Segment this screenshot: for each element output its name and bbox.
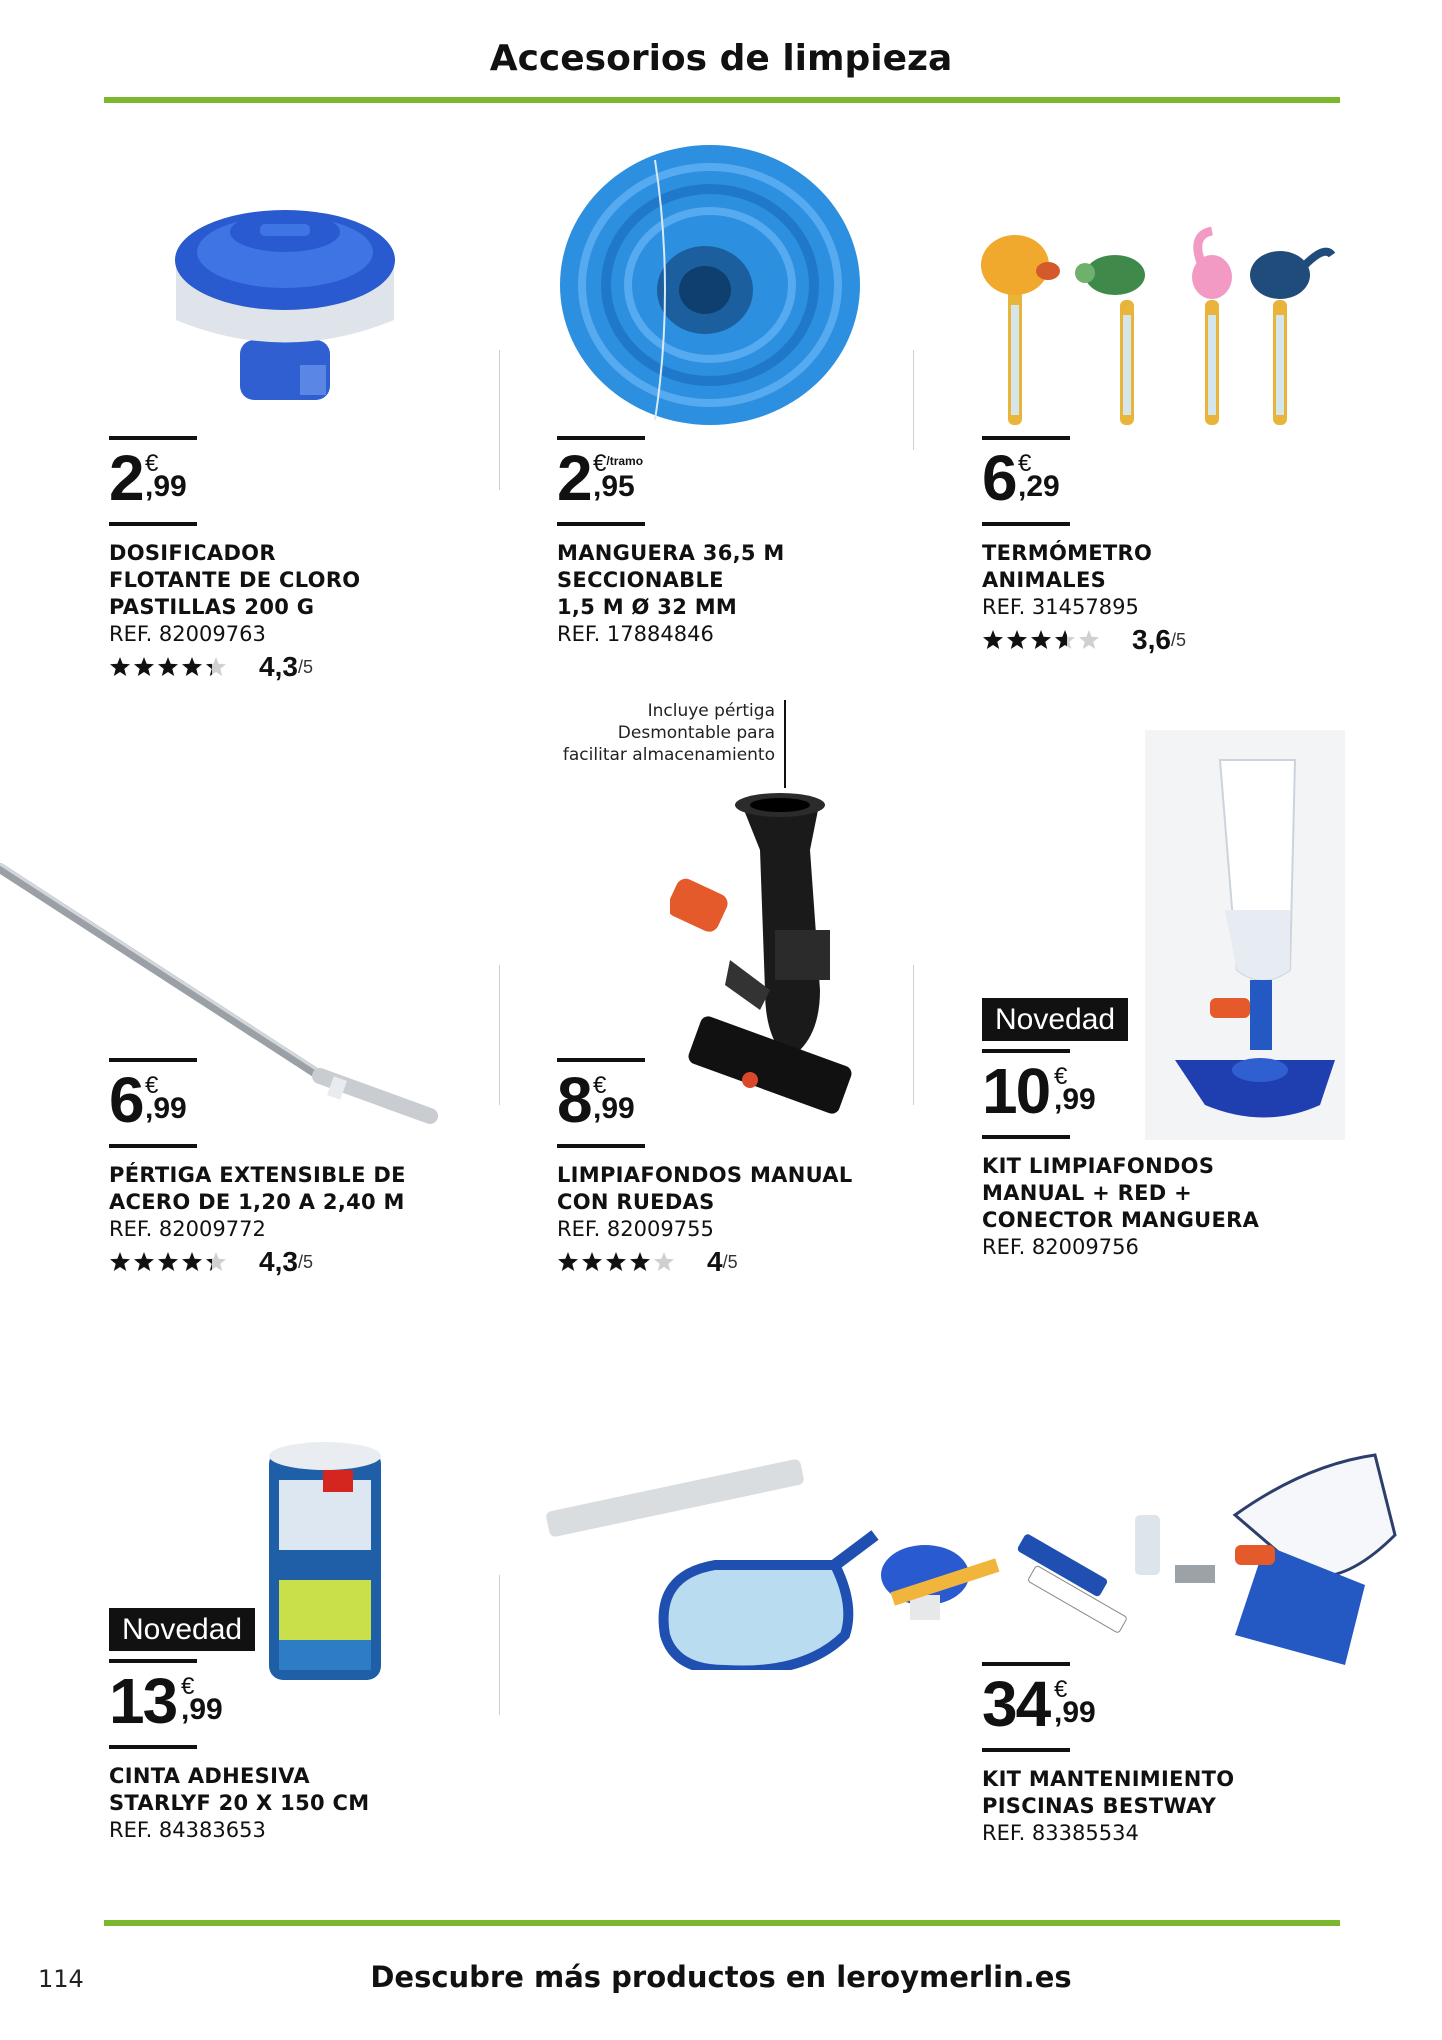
price-decimals: ,99 <box>1054 1083 1096 1116</box>
column-separator <box>913 350 914 450</box>
product-name-line: MANUAL + RED + <box>982 1181 1193 1205</box>
star-icon <box>630 1252 650 1271</box>
column-separator <box>499 965 500 1105</box>
price-suffix <box>1054 1065 1096 1115</box>
rating-scale: /5 <box>722 1251 738 1272</box>
star-icon <box>134 1252 154 1271</box>
price-suffix <box>1054 1678 1096 1728</box>
product-name[interactable] <box>982 1153 1302 1234</box>
star-icon <box>110 657 130 676</box>
product-ref: REF. 31457895 <box>982 595 1139 619</box>
price-integer: 6 <box>109 1064 143 1136</box>
rating <box>109 652 429 682</box>
star-icon <box>110 1252 130 1271</box>
product-name-line: ACERO DE 1,20 A 2,40 M <box>109 1190 405 1214</box>
product-name[interactable] <box>557 1162 877 1216</box>
rating-stars <box>109 656 253 678</box>
pool-hose-image <box>555 140 865 430</box>
product-card[interactable] <box>982 436 1302 655</box>
column-separator <box>499 350 500 490</box>
star-icon <box>158 657 178 676</box>
product-ref: REF. 82009763 <box>109 622 266 646</box>
product-name-line: STARLYF 20 X 150 CM <box>109 1791 370 1815</box>
product-name-line: KIT MANTENIMIENTO <box>982 1767 1235 1791</box>
price-suffix <box>181 1675 223 1725</box>
product-name[interactable] <box>982 540 1302 594</box>
page-number: 114 <box>38 1965 84 1993</box>
price-decimals: ,99 <box>593 1092 635 1125</box>
price-suffix <box>593 1074 635 1124</box>
product-name-line: LIMPIAFONDOS MANUAL <box>557 1163 853 1187</box>
price-bar <box>109 522 197 526</box>
price-bar <box>982 1135 1070 1139</box>
price-decimals: ,29 <box>1018 470 1060 503</box>
star-icon <box>558 1252 578 1271</box>
product-name-line: PÉRTIGA EXTENSIBLE DE <box>109 1163 406 1187</box>
product-name-line: TERMÓMETRO <box>982 541 1153 565</box>
rating <box>982 625 1302 655</box>
animal-thermometers-image <box>980 225 1340 430</box>
price-suffix <box>593 452 643 502</box>
page-title: Accesorios de limpieza <box>489 38 953 79</box>
product-card[interactable] <box>109 1608 429 1844</box>
currency-symbol: € <box>593 1072 607 1099</box>
star-icon <box>1079 630 1099 649</box>
product-ref: REF. 17884846 <box>557 622 714 646</box>
price-decimals: ,95 <box>593 470 635 503</box>
new-badge: Novedad <box>982 998 1128 1041</box>
rating-value: 4 <box>707 1246 723 1277</box>
product-name-line: MANGUERA 36,5 M <box>557 541 785 565</box>
price-bar <box>557 1058 645 1062</box>
currency-symbol: € <box>145 1072 159 1099</box>
footer-link[interactable]: Descubre más productos en leroymerlin.es <box>370 1960 1072 1994</box>
price-bar <box>557 436 645 440</box>
price-suffix <box>145 452 187 502</box>
product-name[interactable] <box>109 1763 429 1817</box>
product-name-line: CONECTOR MANGUERA <box>982 1208 1260 1232</box>
rating-stars <box>557 1251 701 1273</box>
price-unit: /tramo <box>606 454 644 468</box>
currency-symbol: € <box>145 450 159 477</box>
product-name-line: 1,5 M Ø 32 MM <box>557 595 738 619</box>
star-icon <box>206 657 226 676</box>
callout-line-3: facilitar almacenamiento <box>562 745 775 765</box>
product-name-line: KIT LIMPIAFONDOS <box>982 1154 1215 1178</box>
price-bar <box>109 1058 197 1062</box>
rating-scale: /5 <box>1170 629 1186 650</box>
price <box>982 442 1302 520</box>
new-badge: Novedad <box>109 1608 255 1651</box>
price-bar <box>109 1659 197 1663</box>
price-bar <box>557 1144 645 1148</box>
price <box>557 442 877 520</box>
product-ref: REF. 82009755 <box>557 1217 714 1241</box>
price <box>982 1055 1302 1133</box>
price <box>109 442 429 520</box>
star-icon <box>206 1252 226 1271</box>
price <box>982 1668 1302 1746</box>
product-name-line: CON RUEDAS <box>557 1190 715 1214</box>
price-bar <box>109 1144 197 1148</box>
price-bar <box>982 436 1070 440</box>
rating-scale: /5 <box>297 656 313 677</box>
product-card[interactable] <box>557 436 877 648</box>
rating-value: 3,6 <box>1132 624 1171 655</box>
star-icon <box>1031 630 1051 649</box>
price-bar <box>109 1745 197 1749</box>
price-bar <box>982 1049 1070 1053</box>
callout-line-2: Desmontable para <box>617 723 775 743</box>
star-icon <box>134 657 154 676</box>
maintenance-kit-image <box>545 1425 1400 1670</box>
price-integer: 2 <box>557 442 591 514</box>
price-decimals: ,99 <box>145 470 187 503</box>
price-bar <box>109 436 197 440</box>
price-integer: 2 <box>109 442 143 514</box>
price-integer: 10 <box>982 1055 1050 1127</box>
price-bar <box>982 522 1070 526</box>
product-name-line: PASTILLAS 200 G <box>109 595 315 619</box>
price-bar <box>982 1662 1070 1666</box>
star-icon <box>158 1252 178 1271</box>
price-bar <box>557 522 645 526</box>
currency-symbol: € <box>1054 1063 1068 1090</box>
rating <box>557 1247 877 1277</box>
currency-symbol: € <box>1018 450 1032 477</box>
product-name[interactable] <box>109 1162 429 1216</box>
star-icon <box>1007 630 1027 649</box>
price-integer: 8 <box>557 1064 591 1136</box>
star-icon <box>182 1252 202 1271</box>
price-integer: 34 <box>982 1668 1050 1740</box>
product-name[interactable] <box>982 1766 1302 1820</box>
star-icon <box>606 1252 626 1271</box>
callout-line-1: Incluye pértiga <box>647 701 775 721</box>
currency-symbol: € <box>593 450 607 477</box>
star-icon <box>654 1252 674 1271</box>
rating-scale: /5 <box>297 1251 313 1272</box>
callout-pointer <box>784 700 786 788</box>
product-name[interactable] <box>109 540 429 621</box>
product-ref: REF. 84383653 <box>109 1818 266 1842</box>
footer-rule <box>104 1920 1340 1926</box>
product-ref: REF. 82009756 <box>982 1235 1139 1259</box>
product-name[interactable] <box>557 540 877 621</box>
product-name-line: FLOTANTE DE CLORO <box>109 568 361 592</box>
price-suffix <box>1018 452 1060 502</box>
product-card[interactable] <box>557 1058 877 1277</box>
product-ref: REF. 82009772 <box>109 1217 266 1241</box>
star-icon <box>582 1252 602 1271</box>
price <box>109 1665 429 1743</box>
rating-value: 4,3 <box>259 651 298 682</box>
product-card[interactable] <box>109 436 429 682</box>
column-separator <box>499 1575 500 1715</box>
price <box>557 1064 877 1142</box>
product-ref: REF. 83385534 <box>982 1821 1139 1845</box>
price <box>109 1064 429 1142</box>
rating-stars <box>982 629 1126 651</box>
star-icon <box>182 657 202 676</box>
product-card[interactable] <box>982 1662 1302 1847</box>
column-separator <box>913 965 914 1105</box>
rating-value: 4,3 <box>259 1246 298 1277</box>
price-decimals: ,99 <box>1054 1696 1096 1729</box>
feature-callout <box>520 700 775 766</box>
product-card[interactable] <box>982 998 1302 1261</box>
price-integer: 6 <box>982 442 1016 514</box>
product-name-line: SECCIONABLE <box>557 568 724 592</box>
product-card[interactable] <box>109 1058 429 1277</box>
price-suffix <box>145 1074 187 1124</box>
product-name-line: DOSIFICADOR <box>109 541 276 565</box>
header-rule <box>104 97 1340 103</box>
currency-symbol: € <box>1054 1676 1068 1703</box>
price-bar <box>982 1748 1070 1752</box>
product-name-line: ANIMALES <box>982 568 1107 592</box>
price-integer: 13 <box>109 1665 177 1737</box>
price-decimals: ,99 <box>145 1092 187 1125</box>
product-name-line: CINTA ADHESIVA <box>109 1764 310 1788</box>
rating-stars <box>109 1251 253 1273</box>
star-icon <box>1055 630 1075 649</box>
chlorine-dispenser-image <box>170 190 400 420</box>
price-decimals: ,99 <box>181 1693 223 1726</box>
product-name-line: PISCINAS BESTWAY <box>982 1794 1217 1818</box>
star-icon <box>983 630 1003 649</box>
currency-symbol: € <box>181 1673 195 1700</box>
rating <box>109 1247 429 1277</box>
